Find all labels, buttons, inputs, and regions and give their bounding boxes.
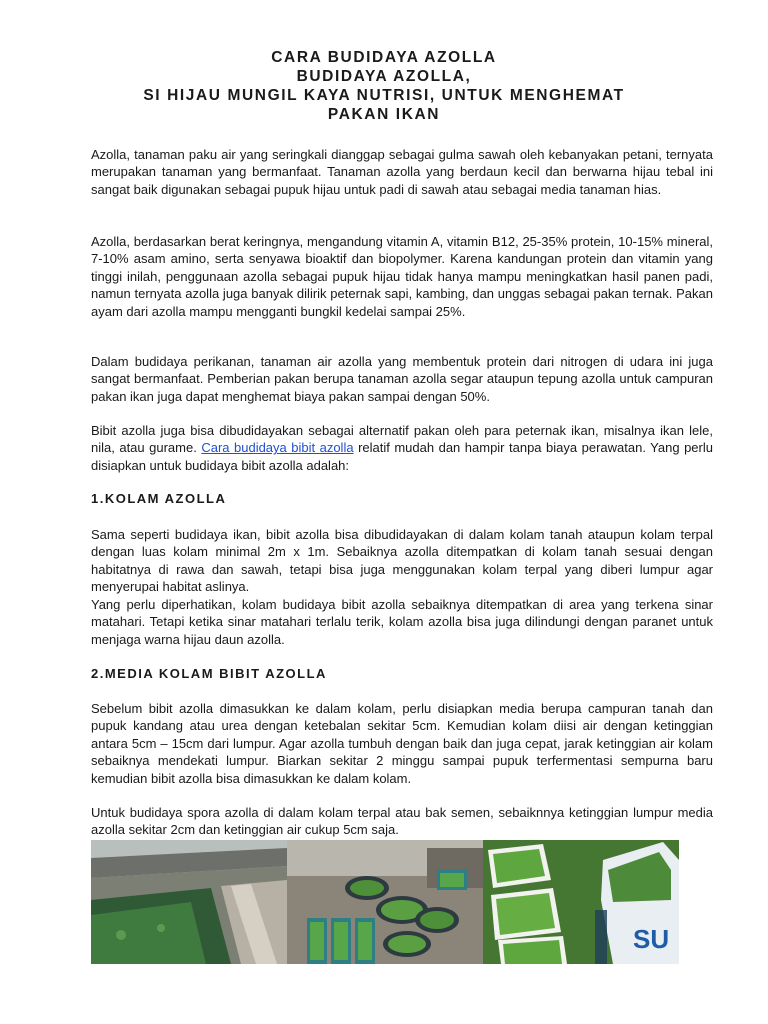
photo-azolla-basins (287, 840, 483, 964)
paragraph-spora: Untuk budidaya spora azolla di dalam kolam terpal atau bak semen, sebaiknnya ketinggian lumpur media azolla sekitar 2cm dan ketinggian air cukup 5cm saja. (91, 805, 713, 838)
paragraph-nutrition: Azolla, berdasarkan berat keringnya, mengandung vitamin A, vitamin B12, 25-35% protein, 10-15% mineral, 7-10% asam amino, serta senyawa bioaktif dan biopolymer. Karena kandungan protein dan vitamin yang tinggi inilah, penggunaan azolla sebagai pupuk hijau tidak hanya mampu meningkatkan hasil panen padi, namun ternyata azolla juga banyak dilirik peternak sapi, kambing, dan unggas sebagai pakan ternak. Pakan ayam dari azolla mampu mengganti bungkil kedelai sampai 25%. (91, 234, 713, 319)
photo-azolla-trays-sack (483, 840, 679, 964)
heading-kolam-azolla: 1.KOLAM AZOLLA (91, 491, 227, 506)
title-line-2: BUDIDAYA AZOLLA, (296, 68, 472, 85)
title-line-3: SI HIJAU MUNGIL KAYA NUTRISI, UNTUK MENGHEMAT (143, 87, 625, 104)
paragraph-pond: Sama seperti budidaya ikan, bibit azolla bisa dibudidayakan di dalam kolam tanah ataupun kolam terpal dengan luas kolam minimal 2m x 1m. Sebaiknya azolla ditempatkan di kolam tanah sesuai dengan habitatnya di rawa dan sawah, tetapi bisa juga menggunakan kolam terpal yang diberi lumpur agar menyerupai habitat aslinya. (91, 527, 713, 595)
paragraph-media: Sebelum bibit azolla dimasukkan ke dalam kolam, perlu disiapkan media berupa campuran tanah dan pupuk kandang atau urea dengan ketebalan sekitar 5cm. Kemudian kolam diisi air dengan ketinggian antara 5cm – 15cm dari lumpur. Agar azolla tumbuh dengan baik dan juga cepat, jarak ketinggian air kolam sebaiknya mendekati lumpur. Biarkan sekitar 2 minggu sampai pupuk terfermentasi sempurna baru kemudian bibit azolla bisa dimasukkan ke dalam kolam. (91, 701, 713, 786)
title-line-1: CARA BUDIDAYA AZOLLA (271, 49, 497, 66)
azolla-photo-strip (91, 840, 679, 964)
seed-cultivation-link[interactable]: Cara budidaya bibit azolla (201, 440, 354, 456)
paragraph-seed-text-end: relatif mudah dan hampir tanpa biaya perawatan. Yang perlu disiapkan untuk budidaya bibit azolla adalah: (91, 440, 713, 473)
photo-azolla-pond (91, 840, 287, 964)
paragraph-sunlight: Yang perlu diperhatikan, kolam budidaya bibit azolla sebaiknya ditempatkan di area yang terkena sinar matahari. Tetapi ketika sinar matahari terlalu terik, kolam azolla bisa juga dilindungi dengan paranet untuk menjaga warna hijau daun azolla. (91, 597, 713, 647)
paragraph-seed-intro (91, 422, 713, 474)
heading-media-kolam: 2.MEDIA KOLAM BIBIT AZOLLA (91, 666, 327, 681)
title-line-4: PAKAN IKAN (327, 106, 441, 123)
document-title (60, 48, 708, 124)
paragraph-seed-text-start: Bibit azolla juga bisa dibudidayakan sebagai alternatif pakan oleh para peternak ikan, misalnya ikan lele, nila, atau gurame. (91, 423, 713, 456)
paragraph-fishery: Dalam budidaya perikanan, tanaman air azolla yang membentuk protein dari nitrogen di udara ini juga sangat bermanfaat. Pemberian pakan berupa tanaman azolla segar ataupun tepung azolla untuk campuran pakan ikan juga dapat menghemat biaya pakan sampai dengan 50%. (91, 354, 713, 404)
paragraph-intro: Azolla, tanaman paku air yang seringkali dianggap sebagai gulma sawah oleh kebanyakan petani, ternyata merupakan tanaman yang bermanfaat. Tanaman azolla yang berdaun kecil dan berwarna hijau tebal ini sangat baik digunakan sebagai pupuk hijau untuk padi di sawah atau sebagai media tanaman hias. (91, 147, 713, 197)
sack-label: SU (633, 924, 670, 954)
